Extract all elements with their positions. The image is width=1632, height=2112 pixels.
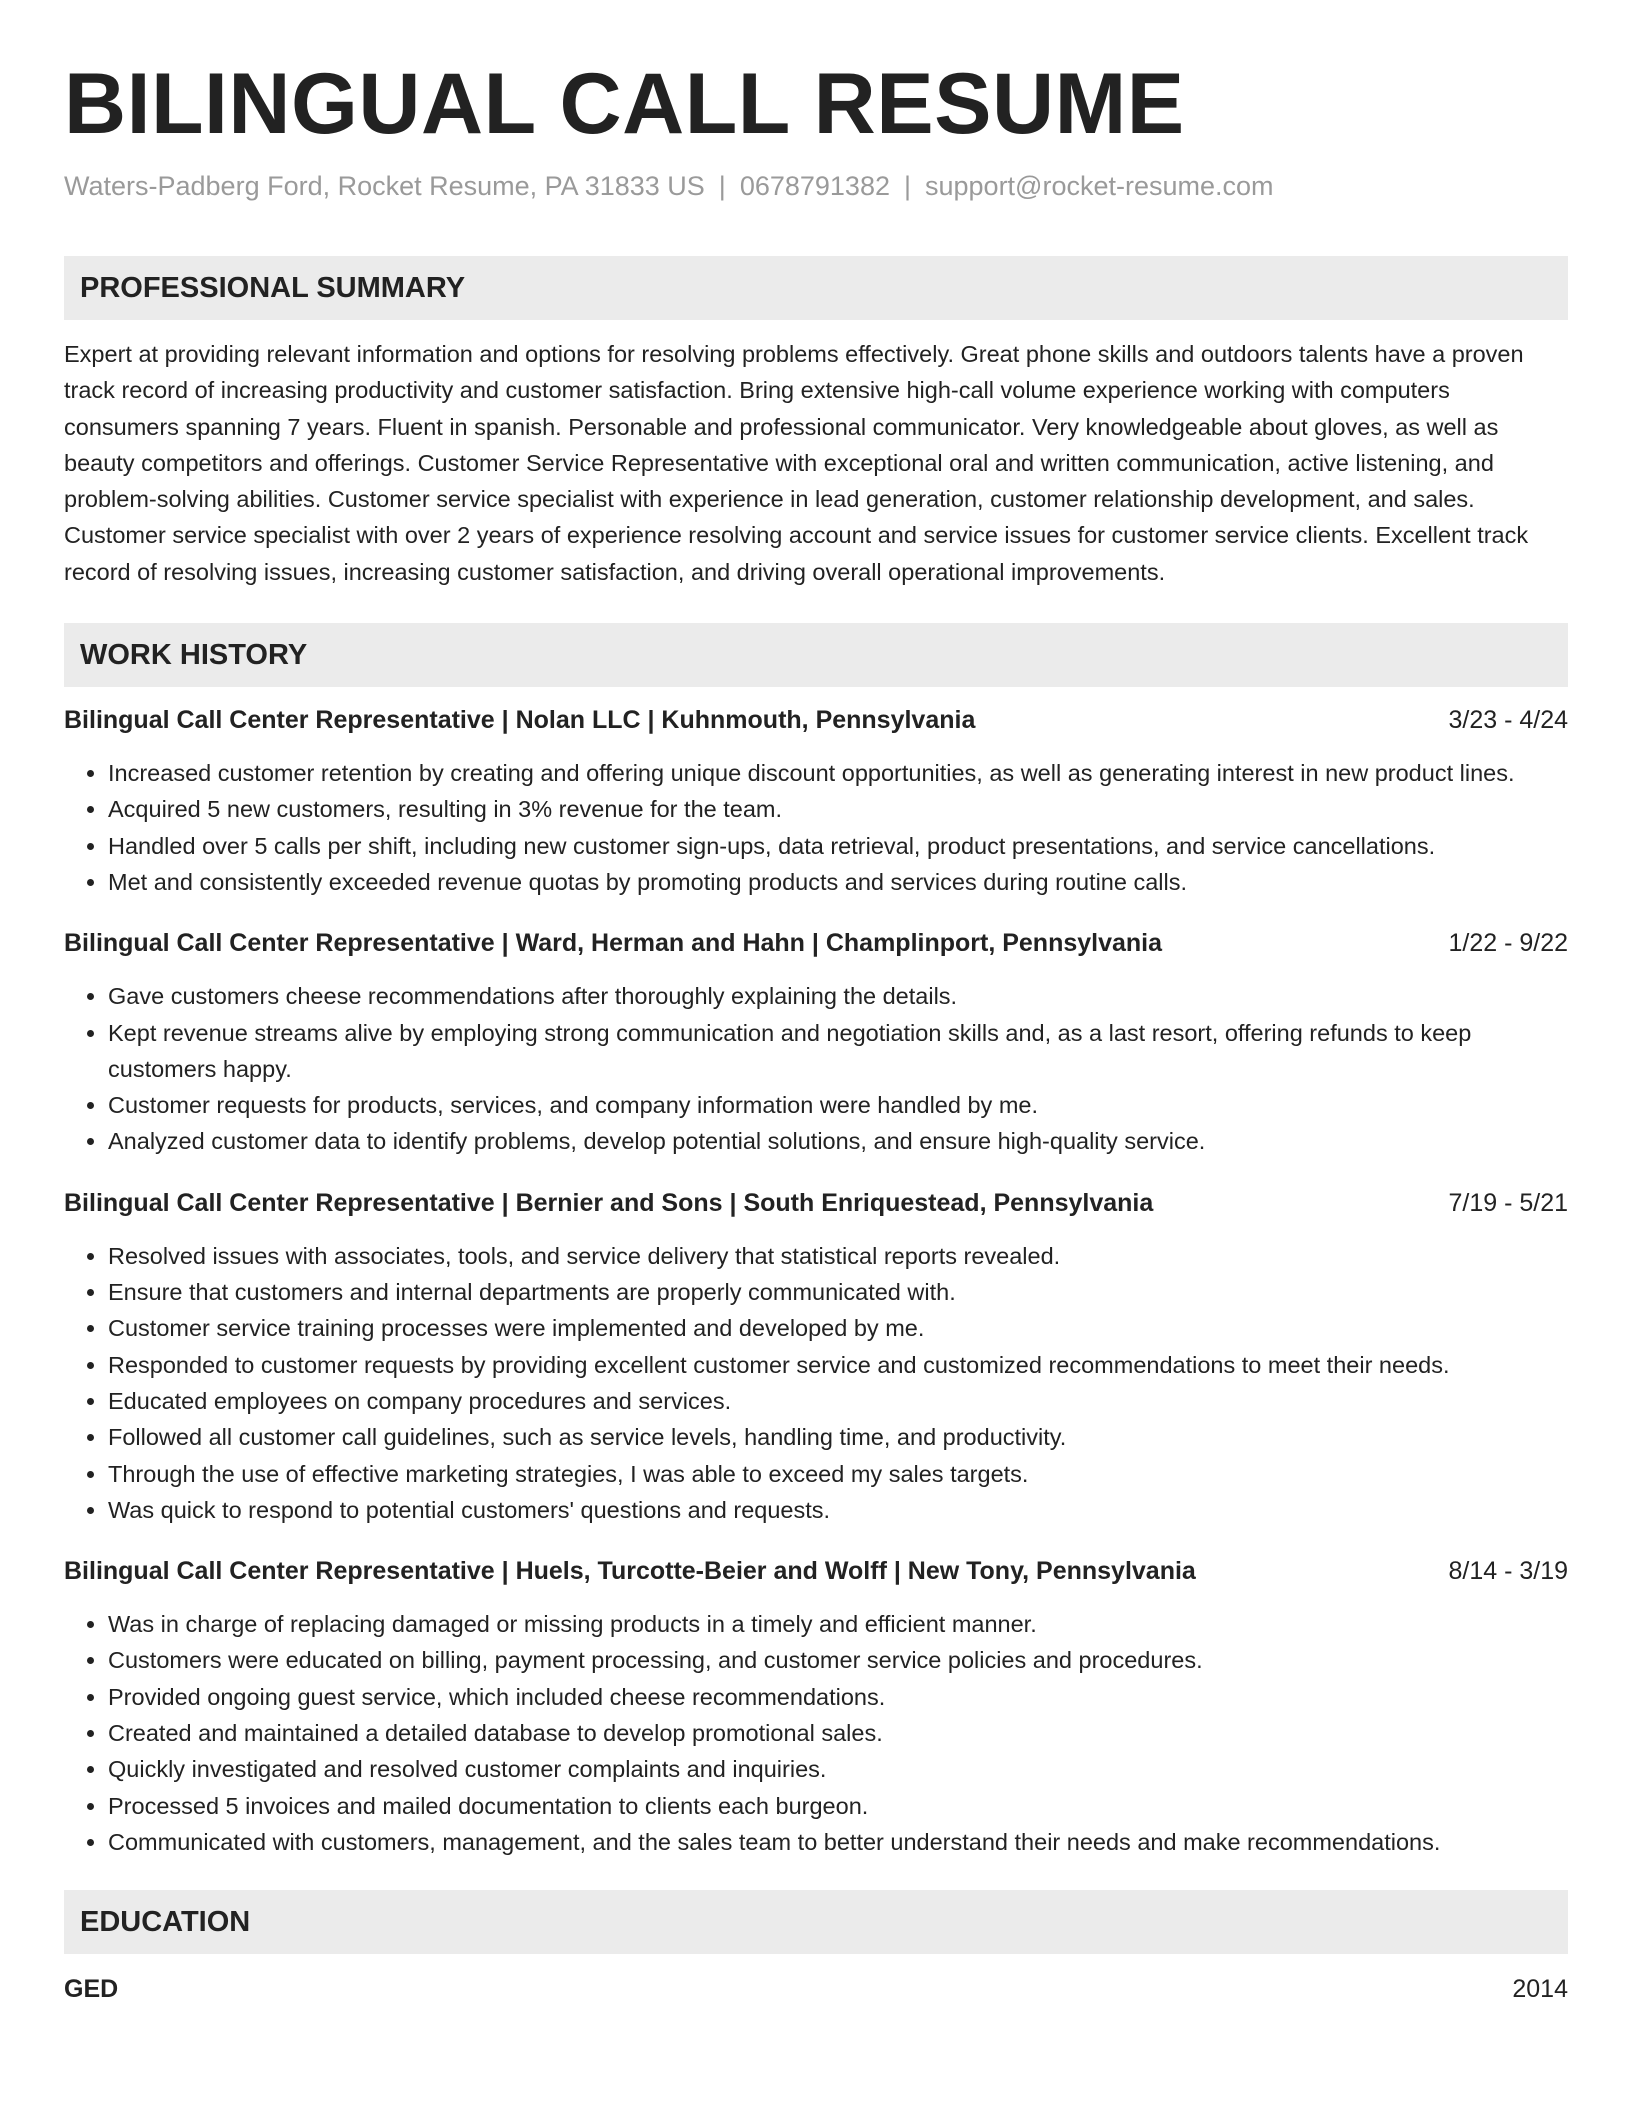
job-bullet-list	[64, 1606, 1568, 1860]
job-bullet: • Analyzed customer data to identify problems, develop potential solutions, and ensure high-quality service.	[108, 1123, 1568, 1159]
job-bullet: • Quickly investigated and resolved customer complaints and inquiries.	[108, 1751, 1568, 1787]
education-year: 2014	[1512, 1975, 1568, 2004]
job-dates: 7/19 - 5/21	[1448, 1188, 1568, 1217]
job-dates: 3/23 - 4/24	[1448, 706, 1568, 735]
contact-address: Waters-Padberg Ford, Rocket Resume, PA 31833 US	[64, 171, 705, 201]
job-bullet: • Provided ongoing guest service, which included cheese recommendations.	[108, 1679, 1568, 1715]
job-bullet: • Was quick to respond to potential customers' questions and requests.	[108, 1492, 1568, 1528]
job-bullet: • Created and maintained a detailed database to develop promotional sales.	[108, 1715, 1568, 1751]
work-history-section-heading: WORK HISTORY	[64, 623, 1568, 687]
education-section-heading: EDUCATION	[64, 1890, 1568, 1954]
job-bullet: • Increased customer retention by creating and offering unique discount opportunities, as well as generating interest in new product lines.	[108, 755, 1568, 791]
job-header	[64, 1554, 1568, 1588]
job-title: Bilingual Call Center Representative | Huels, Turcotte-Beier and Wolff | New Tony, Pennsylvania	[64, 1557, 1196, 1586]
education-entry	[64, 1972, 1568, 2006]
job-entry	[64, 703, 1568, 900]
contact-phone: 0678791382	[739, 171, 890, 201]
job-bullet: • Customers were educated on billing, payment processing, and customer service policies and procedures.	[108, 1642, 1568, 1678]
job-bullet: • Customer service training processes were implemented and developed by me.	[108, 1310, 1568, 1346]
job-header	[64, 703, 1568, 737]
summary-text: Expert at providing relevant information and options for resolving problems effectively. Great phone skills and outdoors talents have a proven track record of increasing productivity and customer satisfaction. Bring extensive high-call volume experience working with computers consumers spanning 7 years. Fluent in spanish. Personable and professional communicator. Very knowledgeable about gloves, as well as beauty competitors and offerings. Customer Service Representative with exceptional oral and written communication, active listening, and problem-solving abilities. Customer service specialist with experience in lead generation, customer relationship development, and sales. Customer service specialist with over 2 years of experience resolving account and service issues for customer service clients. Excellent track record of resolving issues, increasing customer satisfaction, and driving overall operational improvements.	[64, 341, 1529, 585]
job-bullet: • Customer requests for products, services, and company information were handled by me.	[108, 1087, 1568, 1123]
job-bullet: • Kept revenue streams alive by employing strong communication and negotiation skills and, as a last resort, offering refunds to keep customers happy.	[108, 1015, 1568, 1088]
job-bullet: • Was in charge of replacing damaged or missing products in a timely and efficient manner.	[108, 1606, 1568, 1642]
job-bullet: • Educated employees on company procedures and services.	[108, 1383, 1568, 1419]
contact-separator: |	[718, 171, 726, 201]
job-bullet: • Gave customers cheese recommendations after thoroughly explaining the details.	[108, 978, 1568, 1014]
job-bullet: • Ensure that customers and internal departments are properly communicated with.	[108, 1274, 1568, 1310]
job-header	[64, 1186, 1568, 1220]
contact-separator: |	[903, 171, 911, 201]
job-dates: 8/14 - 3/19	[1448, 1557, 1568, 1586]
job-bullet-list	[64, 1238, 1568, 1528]
summary-section-heading: PROFESSIONAL SUMMARY	[64, 256, 1568, 320]
job-entry	[64, 1554, 1568, 1860]
job-title: Bilingual Call Center Representative | Ward, Herman and Hahn | Champlinport, Pennsylvania	[64, 929, 1163, 958]
resume-title: BILINGUAL CALL RESUME	[64, 56, 1185, 152]
job-title: Bilingual Call Center Representative | Nolan LLC | Kuhnmouth, Pennsylvania	[64, 706, 976, 735]
job-bullet: • Acquired 5 new customers, resulting in 3% revenue for the team.	[108, 791, 1568, 827]
job-bullet-list	[64, 755, 1568, 900]
job-bullet: • Handled over 5 calls per shift, including new customer sign-ups, data retrieval, product presentations, and service cancellations.	[108, 828, 1568, 864]
job-bullet: • Responded to customer requests by providing excellent customer service and customized recommendations to meet their needs.	[108, 1347, 1568, 1383]
job-entry	[64, 1186, 1568, 1528]
job-bullet-list	[64, 978, 1568, 1159]
job-bullet: • Resolved issues with associates, tools, and service delivery that statistical reports revealed.	[108, 1238, 1568, 1274]
job-header	[64, 926, 1568, 960]
contact-email: support@rocket-resume.com	[925, 171, 1274, 201]
job-bullet: • Followed all customer call guidelines, such as service levels, handling time, and productivity.	[108, 1419, 1568, 1455]
job-dates: 1/22 - 9/22	[1448, 929, 1568, 958]
job-bullet: • Processed 5 invoices and mailed documentation to clients each burgeon.	[108, 1788, 1568, 1824]
job-title: Bilingual Call Center Representative | Bernier and Sons | South Enriquestead, Pennsylvania	[64, 1188, 1154, 1217]
job-bullet: • Met and consistently exceeded revenue quotas by promoting products and services during routine calls.	[108, 864, 1568, 900]
contact-line	[64, 168, 1568, 204]
job-entry	[64, 926, 1568, 1159]
education-degree: GED	[64, 1975, 119, 2004]
job-bullet: • Through the use of effective marketing strategies, I was able to exceed my sales targets.	[108, 1456, 1568, 1492]
job-bullet: • Communicated with customers, management, and the sales team to better understand their needs and make recommendations.	[108, 1824, 1568, 1860]
